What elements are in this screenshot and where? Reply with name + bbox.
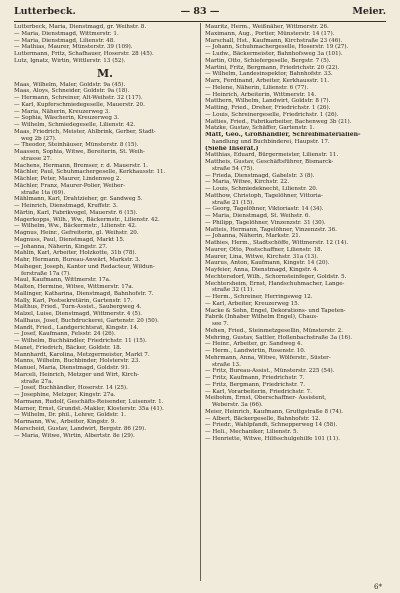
directory-entry: — Wilhelm, Dr. phil., Lehrer, Goldstr. 1. (14, 412, 126, 419)
directory-entry: Marscheid, Gustav, Landwirt, Bergstr. 86 (29). (14, 425, 147, 432)
directory-entry: Malten, Hermine, Witwe, Wittmerstr. 17a. (14, 284, 134, 290)
entry-continuation: straße 32 (11). (212, 287, 255, 294)
directory-entry: — Herm., Schreiner, Herringsweg 12. (205, 294, 313, 300)
directory-entry: — Maria, Dienstmagd, Wittmerstr. 1. (14, 30, 119, 37)
directory-entry: Matthern, Wilhelm, Landwirt, Goldstr. 8 (7). (205, 98, 331, 105)
directory-entry: Lutterbeck, Maria, Dienstmagd, gr. Weihstr. 8. (14, 24, 147, 30)
directory-entry: Meier, Heinrich, Kaufmann, Gruttgstraße 8 (74). (205, 408, 344, 415)
directory-entry: Martin, Otto, Schiefergeselle, Bergstr. 7 (5). (205, 57, 331, 64)
left-column (14, 24, 196, 439)
directory-entry: Marmann, Ww., Arbeiter, Kingstr. 9. (14, 419, 117, 425)
directory-entry: — Wilhelm, Ww., Bäckermstr., Lilienstr. 42. (14, 223, 137, 230)
directory-entry: Mattheis, Gustav, Geschäftsführer, Bismarck- (205, 159, 334, 165)
directory-entry: — Henriette, Witwe, Hilfsschulgehilfe 101 (11). (205, 435, 340, 442)
entry-continuation: weg 2b (27). (21, 135, 57, 142)
directory-entry: — Albert, Bäckergeselle, Bahnhofstr. 12. (205, 415, 321, 422)
directory-entry: Mallhaus, Josef, Buchdruckerei, Gartenstr. 20 (50). (14, 317, 159, 324)
directory-entry: Mählmann, Karl, Drahtzieher, gr. Sandweg 5. (14, 196, 143, 203)
directory-entry: — Fritz, Bergmann, Friedrichstr. 7. (205, 381, 306, 388)
directory-entry: Mehring, Gustav, Sattler, Hollenbachstraße 3a (16). (205, 334, 353, 341)
directory-entry: Manet, Friedrich, Bäcker, Goldstr. 18. (14, 344, 122, 351)
directory-entry: Marschall, Hst., Kaufmann, Kirchstraße 23 (46). (205, 37, 343, 44)
entry-continuation: handlung und Buchbinderei, Haupstr. 17. (212, 138, 330, 145)
directory-entry: — Herm., Landwirtin, Rosenstr. 10. (205, 348, 306, 354)
right-column (205, 24, 387, 443)
directory-entry: Mechtersheim, Ernst, Handschuhmacher, Lange- (205, 280, 345, 287)
directory-entry: Maximann, Aug., Portier, Münsterstr. 14 (17). (205, 30, 335, 37)
directory-entry: — Heinrich, Arbeiterin, Wittmerstr. 14. (205, 91, 317, 98)
directory-entry: — Wilhelm, Buchhändler, Friedrichstr. 11 (15). (14, 338, 147, 344)
entry-continuation: straße 27a. (21, 378, 54, 385)
directory-entry: Maassen, Sophia, Witwe, Bereiterin, St. Weih- (14, 149, 145, 155)
directory-entry: Marceli, Heinrich, Metzger und Wirt, Kirch- (14, 371, 139, 378)
column-divider (200, 23, 201, 581)
directory-entry: — Fritz, Bureau-Assist., Münsterstr. 225 (54). (205, 368, 335, 375)
directory-entry: Meibohm, Ernst, Oberschaffner- Assistent, (205, 395, 327, 402)
directory-entry: Martini, Fritz, Bergmann, Friedrichstr. 20 (22). (205, 64, 340, 71)
directory-entry: Marner, Ernst, Grundst.-Makler, Klosterstr. 35a (41). (14, 405, 164, 412)
directory-entry: Macke & Sohn, Engel, Dekorations- und Tapeten- (205, 307, 346, 314)
directory-entry: — Sophia, Wäscherin, Kreuzerweg 3. (14, 115, 120, 122)
directory-entry: Maul, Kaufmann, Wittmerstr. 17a. (14, 277, 111, 284)
directory-entry: Mauritz, Herm., Weißnäher, Wittmerstr. 26. (205, 24, 329, 30)
directory-entry: Maurus, Anton, Kaufmann, Kingstr. 14 (20). (205, 260, 330, 267)
directory-entry: Mathies, Herm., Stadtschöffe, Wittmerstr. 12 (14). (205, 240, 349, 246)
directory-entry: — Heli., Mechaniker, Lilienstr. 5. (205, 429, 299, 435)
directory-entry: Malzel, Luise, Dienstmagd, Wittmerstr. 4 (5). (14, 311, 142, 317)
signature-mark: 6* (374, 583, 382, 591)
directory-entry: Machens, Hermann, Bremser, r. d. Mauerstr. 1. (14, 162, 149, 169)
header-last-entry: Meier. (352, 6, 386, 17)
directory-entry: Marmann, Rudolf, Geschäfts-Reisender, Luisenstr. 1. (14, 398, 164, 405)
page-header (14, 6, 386, 20)
entry-continuation: strasse 27. (21, 155, 52, 162)
directory-entry: Matthias, Eduard, Bürgermeister, Lilienstr. 11. (205, 152, 339, 159)
directory-entry: Matties, Fried., Fabrikarbeiter, Bachenweg 3b (21). (205, 118, 352, 125)
directory-entry: — Helene, Näherin, Lilienstr. 6 (77). (205, 84, 309, 91)
directory-entry: Mächler, Franz, Maurer-Polier, Weiher- (14, 182, 125, 189)
directory-entry: Matzke, Gustav, Schäffer, Gartenstr. 1. (205, 125, 315, 132)
directory-entry: Malthus, Fried., Turn-Assist., Saubergweg 4. (14, 304, 142, 311)
directory-entry: Magnus, Heinr., Gefreiterin, gl. Weihstr. 20. (14, 230, 139, 236)
directory-entry: Mayfeier, Anna, Dienstmagd, Kingstr. 4. (205, 267, 319, 273)
directory-entry: Mahlin, Karl, Arbeiter, Holzkotte, 31b (78). (14, 250, 137, 257)
directory-entry: — Friedr., Wahlpfandt, Schnepperweg 14 (58). (205, 422, 338, 429)
entry-continuation: straße 21 (15). (212, 199, 255, 206)
directory-entry: — Maria, Dienstmagd, Lilienstr. 48. (14, 37, 116, 44)
directory-entry: Mechtersdorf, Wilh., Schornsteinfeger, Goldstr. 5. (205, 273, 347, 280)
directory-entry: — Maria, Witwe, Kirchstr. 22. (205, 179, 290, 186)
directory-entry: Matting, Fried., Dreher, Friedrichstr. 1 (26). (205, 105, 331, 111)
directory-entry: Mannhardt, Karolina, Metzgermeister, Markt 7. (14, 351, 150, 358)
directory-entry: — Hermann, Schreiner, Alt-Weihstr. 32 (117). (14, 95, 143, 101)
directory-entry: — Josef, Buchhändler, Hoserstr. 14 (25). (14, 385, 128, 392)
section-letter: M. (96, 66, 113, 80)
directory-entry: Maas, Wilhelm, Maler, Goldstr. 9a (45). (14, 81, 126, 88)
directory-entry: Mächler, Peter, Maurer, Lindenweg 2. (14, 176, 122, 182)
directory-entry: Magerkopps, Wilh., Ww., Bäckermstr., Lilienstr. 42. (14, 216, 160, 223)
directory-entry: — Wilhelm, Schmiedegeselle, Lilienstr. 42. (14, 122, 136, 128)
directory-entry: — Johanna, Näherin, Kingstr. 27. (14, 243, 108, 250)
directory-entry: — Josephine, Metzger, Kingstr. 27a. (14, 392, 116, 398)
entry-continuation: Weberstr. 3a (66). (212, 402, 263, 408)
entry-continuation: ferstraße 17a (7). (21, 270, 71, 277)
directory-entry: Lutz, Ignatz, Wirtin, Wittlerstr. 13 (52). (14, 57, 126, 64)
page-number: — 83 — (180, 6, 220, 17)
directory-entry: Luttermann, Fritz, Schafhauer, Hoserstr. 28 (45). (14, 51, 154, 57)
directory-entry: Matt, Geo., Großhändler, Schreibmaterialien- (205, 132, 361, 138)
directory-entry: Fabrik (Inhaber Wilhelm Engel), Chaus- (205, 314, 319, 321)
directory-entry: — Johanna, Näherin, Markstr. 21. (205, 233, 301, 240)
directory-entry: Matteis, Hermann, Tagelöhner, Vinzenzstr. 36. (205, 226, 337, 233)
directory-entry: — Heinrich, Dienstmagd, Kruffstr. 3. (14, 203, 118, 209)
directory-entry: — Georg, Tagelöhner, Viktoriastr. 14 (34). (205, 206, 324, 213)
directory-entry: — Karl, Vorarbeiterin, Friedrichstr. 7. (205, 388, 312, 395)
header-rule (14, 21, 386, 22)
directory-entry: — Frieda, Dienstmagd, Gabelstr. 3 (8). (205, 172, 315, 179)
directory-entry: Maas, Friedrich, Meister, Ahlbrink, Gerber, Stadt- (14, 128, 156, 135)
directory-entry: Maiheger, Joseph, Kanter und Redacteur, Wildun- (14, 263, 155, 270)
directory-entry: — Johann, Schuhmachergeselle, Hoserstr. 19 (27). (205, 44, 349, 51)
entry-continuation: see 7. (212, 321, 229, 327)
directory-entry: Maurer, Otto, Postschaffner, Lilienstr. 18. (205, 246, 323, 253)
directory-entry: — Karl, Arbeiter, Kreuzerweg 15. (205, 300, 300, 307)
directory-entry: Mally, Karl, Postsekretärin, Gartenstr. 17. (14, 297, 133, 304)
directory-entry: Mallinger, Katharina, Dienstmagd, Bahnhofstr. 7. (14, 290, 154, 297)
directory-entry: Mehen, Fried., Steinmetzgesellin, Münsterstr. 2. (205, 327, 343, 334)
directory-entry: Mächler, Paul, Schuhmachergeselle, Kerkhausstr. 11. (14, 169, 166, 176)
directory-entry: Magnuss, Paul, Dienstmagd, Markt 15. (14, 236, 125, 243)
directory-entry: — Maria, Witwe, Wirtin, Albertstr. 8e (29). (14, 432, 135, 439)
header-first-entry: Lutterbeck. (14, 6, 76, 17)
directory-entry: — Mathias, Maurer, Münsterstr. 39 (109). (14, 44, 133, 51)
directory-entry: — Fritz, Kaufmann, Friedrichstr. 7. (205, 375, 305, 381)
directory-entry: — Karl, Kupferschmiedegeselle, Mauerstr. 20. (14, 101, 145, 108)
directory-entry: Matthow, Christoph, Tagelöhner, Vittoria- (205, 192, 323, 199)
directory-entry: Manns, Wilhelm, Buchbinder, Holsterstr. 23. (14, 358, 141, 365)
directory-entry: — Philipp, Tagelöhner, Vinzenzstr. 31 (30). (205, 219, 326, 226)
directory-entry: Märtin, Karl, Fabrikvogel, Mauerstr. 6 (15). (14, 209, 138, 216)
entry-continuation: straße 1ta (69). (21, 189, 66, 196)
entry-continuation: straße 13. (212, 361, 241, 368)
directory-entry: — Maria, Näherin, Kreuzerweg 3. (14, 108, 111, 115)
directory-entry: — Louis, Schreinergeselle, Friedrichstr. 1 (26). (205, 111, 339, 118)
directory-entry: — Ludw., Bäckermeister, Bahnhofsweg 3a (101). (205, 51, 343, 57)
directory-entry: Marx, Ferdinand, Arbeiter, Kerkhausstr. 11. (205, 78, 330, 84)
entry-continuation: straße 54 (75). (212, 165, 255, 172)
directory-entry: — Maria, Dienstmagd, St. Weihstr. 6. (205, 213, 311, 219)
directory-entry: (Siehe Inserat.) (205, 145, 259, 152)
directory-entry: Mandt, Fried., Landgerichtsrat, Kingstr. 14. (14, 324, 139, 331)
directory-entry: — Theodor, Steinhäuser, Münsterstr. 8 (15). (14, 142, 139, 149)
directory-entry: — Josef, Kaufmann, Felsstr. 24 (26). (14, 331, 116, 338)
directory-entry: Mahr, Hermann, Bureau-Anwärt, Markstr. 3. (14, 257, 141, 263)
directory-entry: Manuel, Maria, Dienstmagd, Goldstr. 91. (14, 365, 130, 371)
directory-entry: Mehrmann, Anna, Witwe, Wölferstr., Süster- (205, 354, 331, 361)
directory-entry: — Wilhelm, Landesinspektor, Bahnhofstr. 33. (205, 71, 333, 78)
directory-entry: — Louis, Schmiedeknecht, Lilienstr. 20. (205, 186, 318, 192)
directory-entry: Maas, Aloys, Schneider, Goldstr. 9a (18). (14, 88, 130, 95)
directory-entry: Maurer, Lina, Witwe, Kirchstr. 31a (13). (205, 253, 319, 260)
directory-entry: — Heinr., Arbeiter, gr. Sandweg 4. (205, 341, 303, 348)
